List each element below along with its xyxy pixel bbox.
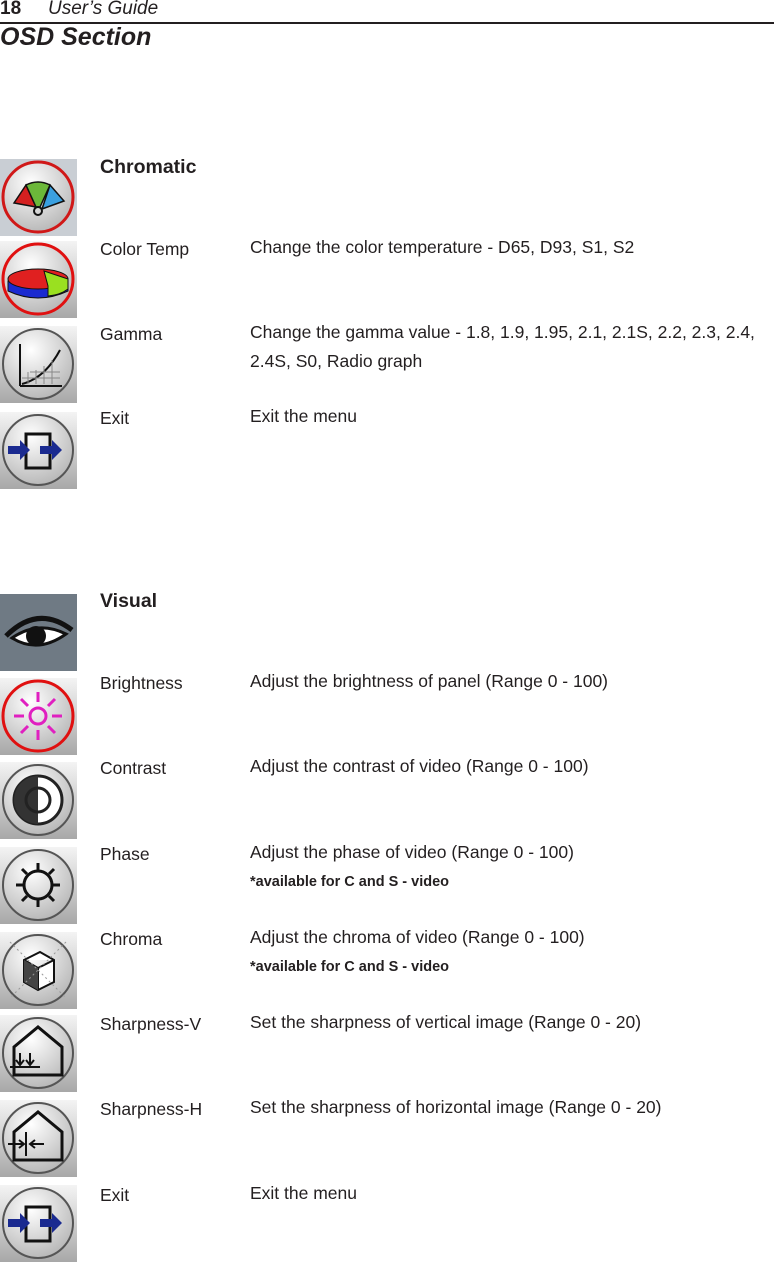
gamma-curve-icon <box>0 326 77 403</box>
sharpness-h-icon <box>0 1100 77 1177</box>
exit-arrow-icon <box>0 1185 77 1262</box>
chroma-label: Chroma <box>100 929 163 949</box>
brightness-desc: Adjust the brightness of panel (Range 0 - 100) <box>250 671 608 691</box>
contrast-icon <box>0 762 77 839</box>
chromatic-heading: Chromatic <box>100 156 197 178</box>
sharpness-h-desc: Set the sharpness of horizontal image (Range 0 - 20) <box>250 1097 662 1117</box>
chroma-desc: Adjust the chroma of video (Range 0 - 100) <box>250 927 585 947</box>
color-temp-pie-icon <box>0 241 77 318</box>
exit-desc: Exit the menu <box>250 1183 357 1203</box>
phase-gear-icon <box>0 847 77 924</box>
exit-label: Exit <box>100 1185 130 1205</box>
phase-label: Phase <box>100 844 150 864</box>
exit-desc: Exit the menu <box>250 406 357 426</box>
sharpness-h-label: Sharpness-H <box>100 1099 203 1119</box>
color-temp-desc: Change the color temperature - D65, D93, S1, S2 <box>250 237 635 257</box>
guide-title: User’s Guide <box>48 0 159 19</box>
visual-heading: Visual <box>100 590 158 612</box>
gamma-desc: Change the gamma value - 1.8, 1.9, 1.95, 2.1, 2.1S, 2.2, 2.3, 2.4, 2.4S, S0, Radio graph <box>250 322 755 371</box>
contrast-label: Contrast <box>100 758 167 778</box>
chromatic-gauge-icon <box>0 159 77 236</box>
phase-note: *available for C and S - video <box>250 874 450 890</box>
contrast-desc: Adjust the contrast of video (Range 0 - 100) <box>250 756 589 776</box>
sharpness-v-desc: Set the sharpness of vertical image (Range 0 - 20) <box>250 1012 642 1032</box>
page-number: 18 <box>0 0 22 19</box>
exit-label: Exit <box>100 408 130 428</box>
sharpness-v-icon <box>0 1015 77 1092</box>
color-temp-label: Color Temp <box>100 239 190 259</box>
brightness-sun-icon <box>0 678 77 755</box>
visual-eye-icon <box>0 594 77 671</box>
phase-desc: Adjust the phase of video (Range 0 - 100) <box>250 842 574 862</box>
chroma-cube-icon <box>0 932 77 1009</box>
exit-arrow-icon <box>0 412 77 489</box>
section-title: OSD Section <box>0 23 152 51</box>
chroma-note: *available for C and S - video <box>250 959 450 975</box>
sharpness-v-label: Sharpness-V <box>100 1014 202 1034</box>
gamma-label: Gamma <box>100 324 163 344</box>
brightness-label: Brightness <box>100 673 183 693</box>
